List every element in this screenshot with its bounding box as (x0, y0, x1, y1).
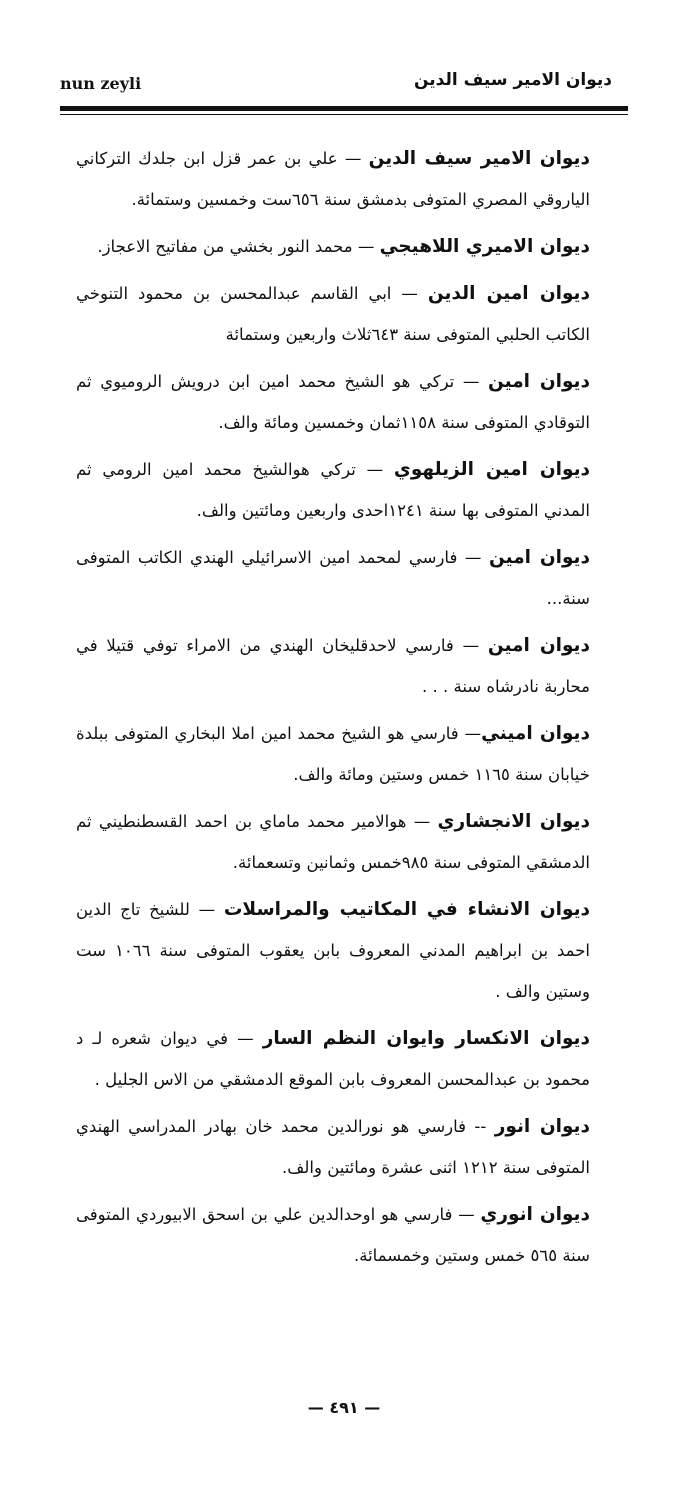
entry (76, 537, 612, 619)
entry (76, 138, 612, 220)
entry (76, 889, 612, 1012)
entry-heading: ديوان الامير سيف الدين (368, 148, 590, 169)
entry (76, 625, 612, 707)
entry-heading: ديوان الانجشاري (437, 811, 590, 832)
entry-heading: ديوان انور (494, 1116, 590, 1137)
entry-heading: ديوان امين الزيلهوي (393, 459, 591, 480)
entry-text: -- فارسي هو نورالدين محمد خان بهادر المدراسي الهندي المتوفى سنة ١٢١٢ اثنى عشرة ومائتين والف. (76, 1117, 590, 1177)
entry-text: — هوالامير محمد ماماي بن احمد القسطنطيني ثم الدمشقي المتوفى سنة ٩٨٥خمس وثمانين وتسعمائة. (76, 812, 590, 872)
entry (76, 273, 612, 355)
entry-heading: ديوان امين (489, 547, 590, 568)
entry-text: — فارسي هو الشيخ محمد امين املا البخاري المتوفى ببلدة خيابان سنة ١١٦٥ خمس وستين ومائة والف. (76, 724, 590, 784)
entry-heading: ديوان امين الدين (427, 283, 590, 304)
entry (76, 449, 612, 531)
entry-text: — في ديوان شعره لـ د محمود بن عبدالمحسن المعروف بابن الموقع الدمشقي من الاس الجليل . (76, 1029, 590, 1089)
entry (76, 1106, 612, 1188)
entry-heading: ديوان امين (487, 635, 590, 656)
entry-text: — فارسي لاحدقليخان الهندي من الامراء توفي قتيلا في محاربة نادرشاه سنة . . . (76, 636, 590, 696)
entry (76, 1018, 612, 1100)
entry-text: — ابي القاسم عبدالمحسن بن محمود التنوخي الكاتب الحلبي المتوفى سنة ٦٤٣ثلاث واربعين وستمائة (76, 284, 590, 344)
entry-heading: ديوان الانشاء في المكاتيب والمراسلات (223, 899, 591, 920)
entry-heading: ديوان امين (488, 371, 590, 392)
running-header-latin: nun zeyli (60, 74, 142, 93)
entry-heading: ديوان الانكسار وايوان النظم السار (262, 1028, 590, 1049)
entry-text: — للشيخ تاج الدين احمد بن ابراهيم المدني المعروف بابن يعقوب المتوفى سنة ١٠٦٦ ست وستين والف . (76, 900, 591, 1001)
entries-list (76, 138, 612, 1282)
entry-heading: ديوان انوري (480, 1204, 590, 1225)
entry-text: — تركي هوالشيخ محمد امين الرومي ثم المدني المتوفى بها سنة ١٢٤١احدى واربعين ومائتين والف. (76, 460, 590, 520)
header-rule-thin (60, 114, 628, 115)
entry (76, 1194, 612, 1276)
entry (76, 801, 612, 883)
running-header-arabic: ديوان الامير سيف الدين (414, 70, 612, 90)
entry-text: — علي بن عمر قزل ابن جلدك التركاني الياروقي المصري المتوفى بدمشق سنة ٦٥٦ست وخمسين وستمائة. (76, 149, 590, 209)
header-rule-thick (60, 106, 628, 111)
entry-heading: ديوان الاميري اللاهيجي (379, 236, 590, 257)
entry-heading: ديوان اميني (481, 723, 590, 744)
page-number: — ٤٩١ — (307, 1398, 381, 1417)
entry (76, 361, 612, 443)
entry-text: — فارسي هو اوحدالدين علي بن اسحق الابيوردي المتوفى سنة ٥٦٥ خمس وستين وخمسمائة. (76, 1205, 590, 1265)
entry-text: — محمد النور بخشي من مفاتيح الاعجاز. (97, 237, 380, 256)
entry-text: — فارسي لمحمد امين الاسرائيلي الهندي الكاتب المتوفى سنة... (76, 548, 590, 608)
entry-text: — تركي هو الشيخ محمد امين ابن درويش الروميوي ثم التوقادي المتوفى سنة ١١٥٨ثمان وخمسين ومائة والف. (76, 372, 590, 432)
entry (76, 713, 612, 795)
entry (76, 226, 612, 267)
